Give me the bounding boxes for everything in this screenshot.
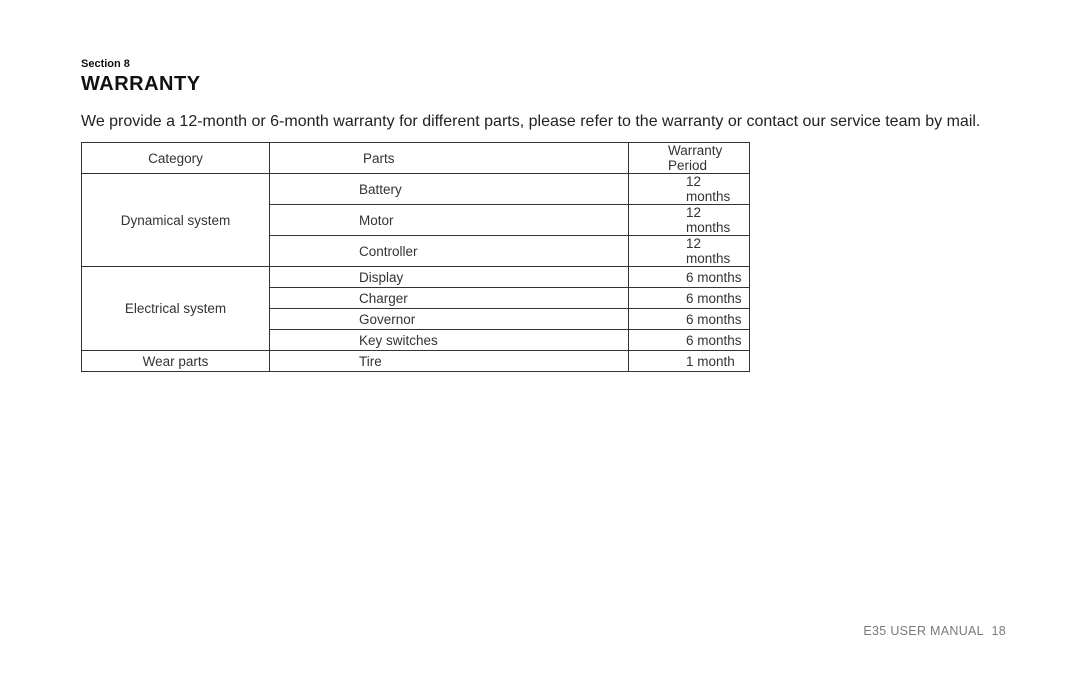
- table-row: [82, 267, 750, 288]
- section-label: Section 8: [81, 58, 130, 70]
- period-cell: 12 months: [629, 236, 750, 267]
- period-cell: 12 months: [629, 205, 750, 236]
- part-cell: Battery: [270, 174, 629, 205]
- part-cell: Governor: [270, 309, 629, 330]
- part-cell: Tire: [270, 351, 629, 372]
- header-warranty-period: Warranty Period: [629, 143, 750, 174]
- page-footer: [863, 624, 1006, 638]
- header-parts: Parts: [270, 143, 629, 174]
- period-cell: 1 month: [629, 351, 750, 372]
- warranty-table: [81, 142, 750, 372]
- period-cell: 6 months: [629, 288, 750, 309]
- manual-name: E35 USER MANUAL: [863, 624, 984, 638]
- period-cell: 12 months: [629, 174, 750, 205]
- category-cell: Dynamical system: [82, 174, 270, 267]
- part-cell: Key switches: [270, 330, 629, 351]
- period-cell: 6 months: [629, 267, 750, 288]
- part-cell: Display: [270, 267, 629, 288]
- header-category: Category: [82, 143, 270, 174]
- table-row: [82, 174, 750, 205]
- category-cell: Electrical system: [82, 267, 270, 351]
- page-number: 18: [991, 624, 1006, 638]
- period-cell: 6 months: [629, 330, 750, 351]
- table-row: [82, 351, 750, 372]
- intro-text: We provide a 12-month or 6-month warranty for different parts, please refer to the warranty or contact our service team by mail.: [81, 113, 981, 130]
- category-cell: Wear parts: [82, 351, 270, 372]
- page-title: WARRANTY: [81, 73, 201, 95]
- period-cell: 6 months: [629, 309, 750, 330]
- part-cell: Motor: [270, 205, 629, 236]
- table-header-row: [82, 143, 750, 174]
- part-cell: Controller: [270, 236, 629, 267]
- part-cell: Charger: [270, 288, 629, 309]
